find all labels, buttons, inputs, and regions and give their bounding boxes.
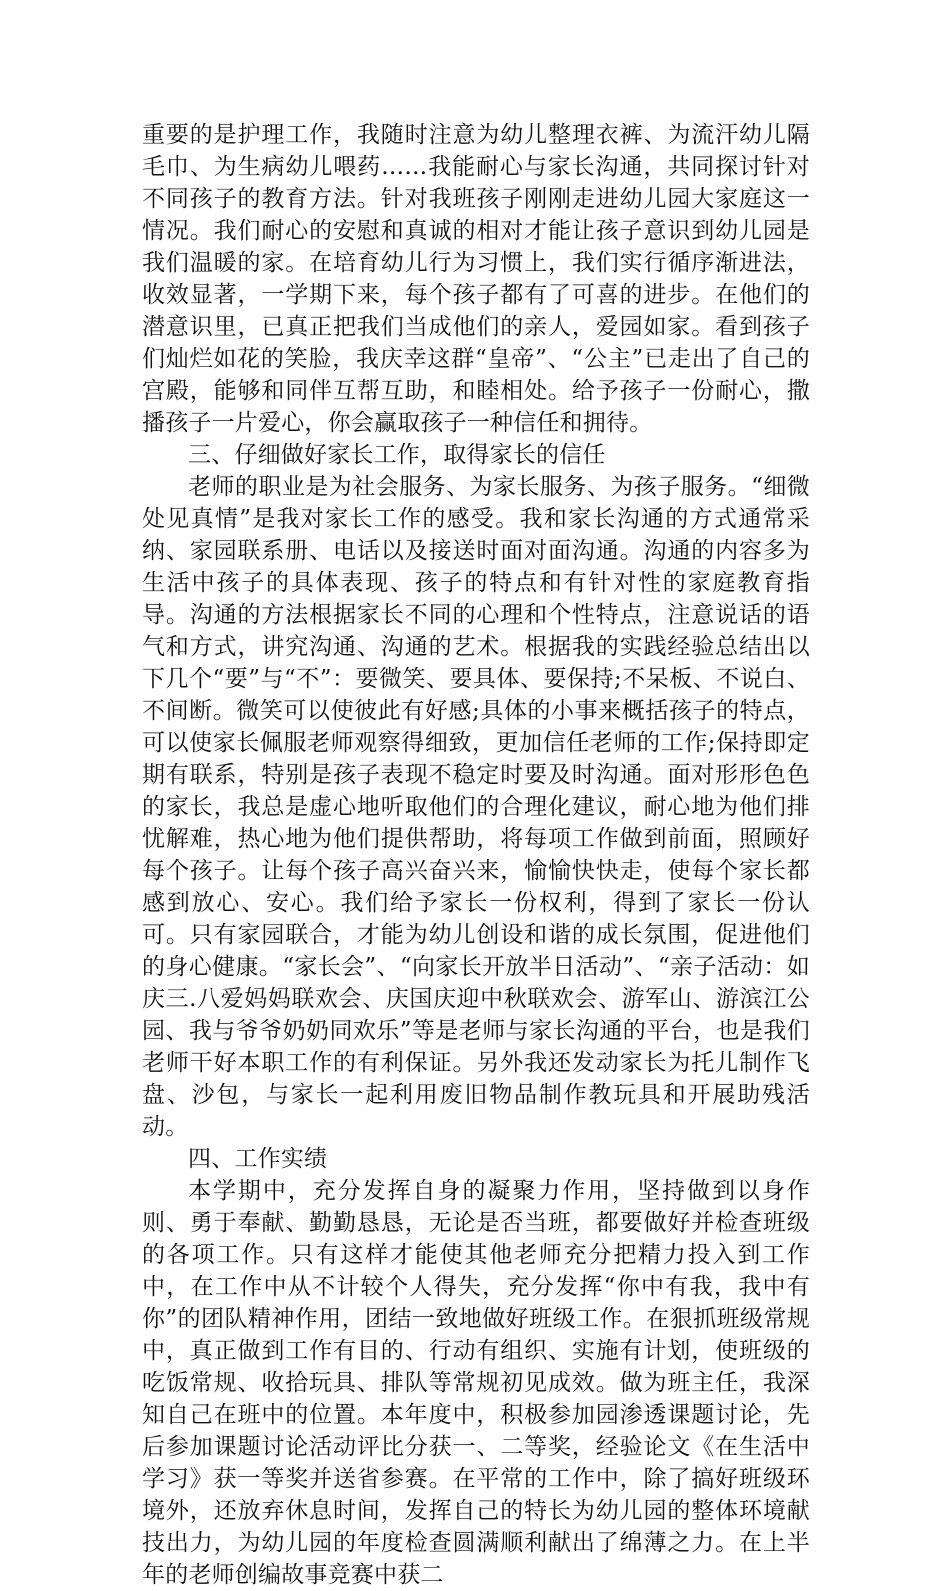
paragraph-parent-work: 老师的职业是为社会服务、为家长服务、为孩子服务。“细微处见真情”是我对家长工作的感受。我和家长沟通的方式通常采纳、家园联系册、电话以及接送时面对面沟通。沟通的内容多为生活中孩子的具体表现、孩子的特点和有针对性的家庭教育指导。沟通的方法根据家长不同的心理和个性特点，注意说话的语气和方式，讲究沟通、沟通的艺术。根据我的实践经验总结出以下几个“要”与“不”：要微笑、要具体、要保持;不呆板、不说白、不间断。微笑可以使彼此有好感;具体的小事来概括孩子的特点，可以使家长佩服老师观察得细致，更加信任老师的工作;保持即定期有联系，特别是孩子表现不稳定时要及时沟通。面对形形色色的家长，我总是虚心地听取他们的合理化建议，耐心地为他们排忧解难，热心地为他们提供帮助，将每项工作做到前面，照顾好每个孩子。让每个孩子高兴奋兴来，愉愉快快走，使每个家长都感到放心、安心。我们给予家长一份权利，得到了家长一份认可。只有家园联合，才能为幼儿创设和谐的成长氛围，促进他们的身心健康。“家长会”、“向家长开放半日活动”、“亲子活动：如庆三.八爱妈妈联欢会、庆国庆迎中秋联欢会、游军山、游滨江公园、我与爷爷奶奶同欢乐”等是老师与家长沟通的平台，也是我们老师干好本职工作的有利保证。另外我还发动家长为托儿制作飞盘、沙包，与家长一起利用废旧物品制作教玩具和开展助残活动。	[142, 474, 810, 1140]
heading-achievements: 四、工作实绩	[188, 1146, 328, 1172]
paragraph-care-work: 重要的是护理工作，我随时注意为幼儿整理衣裤、为流汗幼儿隔毛巾、为生病幼儿喂药……我能耐心与家长沟通，共同探讨针对不同孩子的教育方法。针对我班孩子刚刚走进幼儿园大家庭这一情况。我们耐心的安慰和真诚的相对才能让孩子意识到幼儿园是我们温暖的家。在培育幼儿行为习惯上，我们实行循序渐进法，收效显著，一学期下来，每个孩子都有了可喜的进步。在他们的潜意识里，已真正把我们当成他们的亲人，爱园如家。看到孩子们灿烂如花的笑脸，我庆幸这群“皇帝”、“公主”已走出了自己的宫殿，能够和同伴互帮互助，和睦相处。给予孩子一份耐心，撒播孩子一片爱心，你会赢取孩子一种信任和拥待。	[142, 122, 810, 436]
document-page	[142, 119, 810, 1591]
paragraph-achievements: 本学期中，充分发挥自身的凝聚力作用，坚持做到以身作则、勇于奉献、勤勤恳恳，无论是否当班，都要做好并检查班级的各项工作。只有这样才能使其他老师充分把精力投入到工作中，在工作中从不计较个人得失，充分发挥“你中有我，我中有你”的团队精神作用，团结一致地做好班级工作。在狠抓班级常规中，真正做到工作有目的、行动有组织、实施有计划，使班级的吃饭常规、收拾玩具、排队等常规初见成效。做为班主任，我深知自己在班中的位置。本年度中，积极参加园渗透课题讨论，先后参加课题讨论活动评比分获一、二等奖，经验论文《在生活中学习》获一等奖并送省参赛。在平常的工作中，除了搞好班级环境外，还放弃休息时间，发挥自己的特长为幼儿园的整体环境献技出力，为幼儿园的年度检查圆满顺利献出了绵薄之力。在上半年的老师创编故事竞赛中获二	[142, 1178, 810, 1588]
heading-parent-work: 三、仔细做好家长工作，取得家长的信任	[188, 442, 606, 468]
